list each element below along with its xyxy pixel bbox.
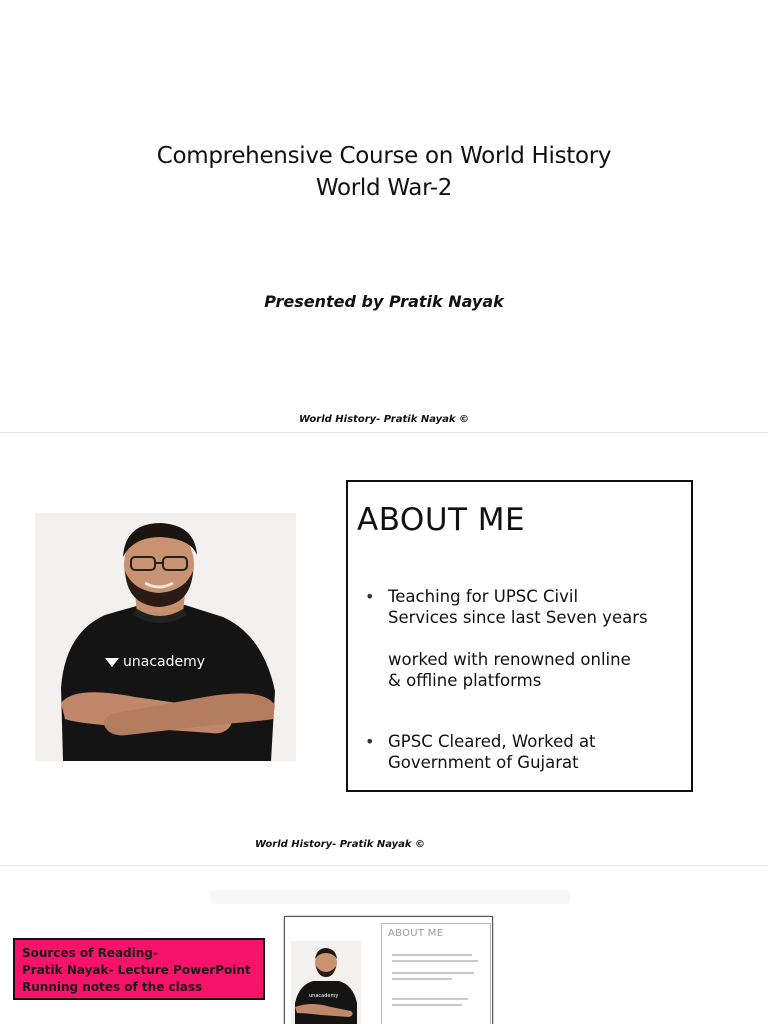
slide-about — [0, 433, 768, 865]
about-item-teaching — [365, 586, 688, 628]
sources-of-reading-box — [13, 938, 265, 1000]
about-me-box — [346, 480, 693, 792]
course-title-line1: Comprehensive Course on World History — [156, 143, 612, 169]
about-item-teaching-line2: Services since last Seven years — [388, 608, 648, 627]
about-item-gpsc — [365, 731, 688, 773]
thumbnail-shirt-logo: unacademy — [309, 993, 339, 999]
bullet-icon: • — [365, 732, 375, 751]
shirt-logo-text: unacademy — [123, 654, 206, 670]
thumbnail-about-box — [381, 923, 491, 1024]
about-item-platforms — [388, 649, 688, 691]
thumbnail-text-line — [392, 978, 452, 980]
thumbnail-text-line — [392, 972, 474, 974]
presenter-illustration — [35, 513, 296, 761]
thumbnail-text-line — [392, 960, 478, 962]
thumbnail-text-line — [392, 954, 472, 956]
faded-title-placeholder — [210, 890, 570, 904]
sources-line3: Running notes of the class — [22, 980, 203, 994]
about-item-gpsc-line2: Government of Gujarat — [388, 753, 579, 772]
slide-footer: World History- Pratik Nayak © — [298, 414, 470, 425]
about-me-title: ABOUT ME — [357, 502, 526, 538]
about-item-platforms-line2: & offline platforms — [388, 671, 542, 690]
thumbnail-about-title: ABOUT ME — [388, 928, 444, 939]
thumbnail-photo — [291, 941, 361, 1024]
presenter-line: Presented by Pratik Nayak — [264, 292, 504, 311]
thumbnail-text-line — [392, 1004, 462, 1006]
bullet-icon: • — [365, 587, 375, 606]
thumbnail-text-line — [392, 998, 468, 1000]
about-item-gpsc-line1: GPSC Cleared, Worked at — [388, 732, 596, 751]
slide-footer: World History- Pratik Nayak © — [254, 839, 426, 850]
thumbnail-illustration — [291, 941, 361, 1024]
sources-line2: Pratik Nayak- Lecture PowerPoint — [22, 963, 251, 977]
about-item-teaching-line1: Teaching for UPSC Civil — [388, 587, 579, 606]
slide-thumbnail — [284, 916, 493, 1024]
course-title-line2: World War-2 — [315, 175, 453, 201]
slide-title — [0, 0, 768, 432]
sources-line1: Sources of Reading- — [22, 946, 158, 960]
presenter-photo — [35, 513, 296, 761]
about-item-platforms-line1: worked with renowned online — [388, 650, 631, 669]
slide-sources — [0, 866, 768, 1024]
course-title — [0, 140, 768, 204]
